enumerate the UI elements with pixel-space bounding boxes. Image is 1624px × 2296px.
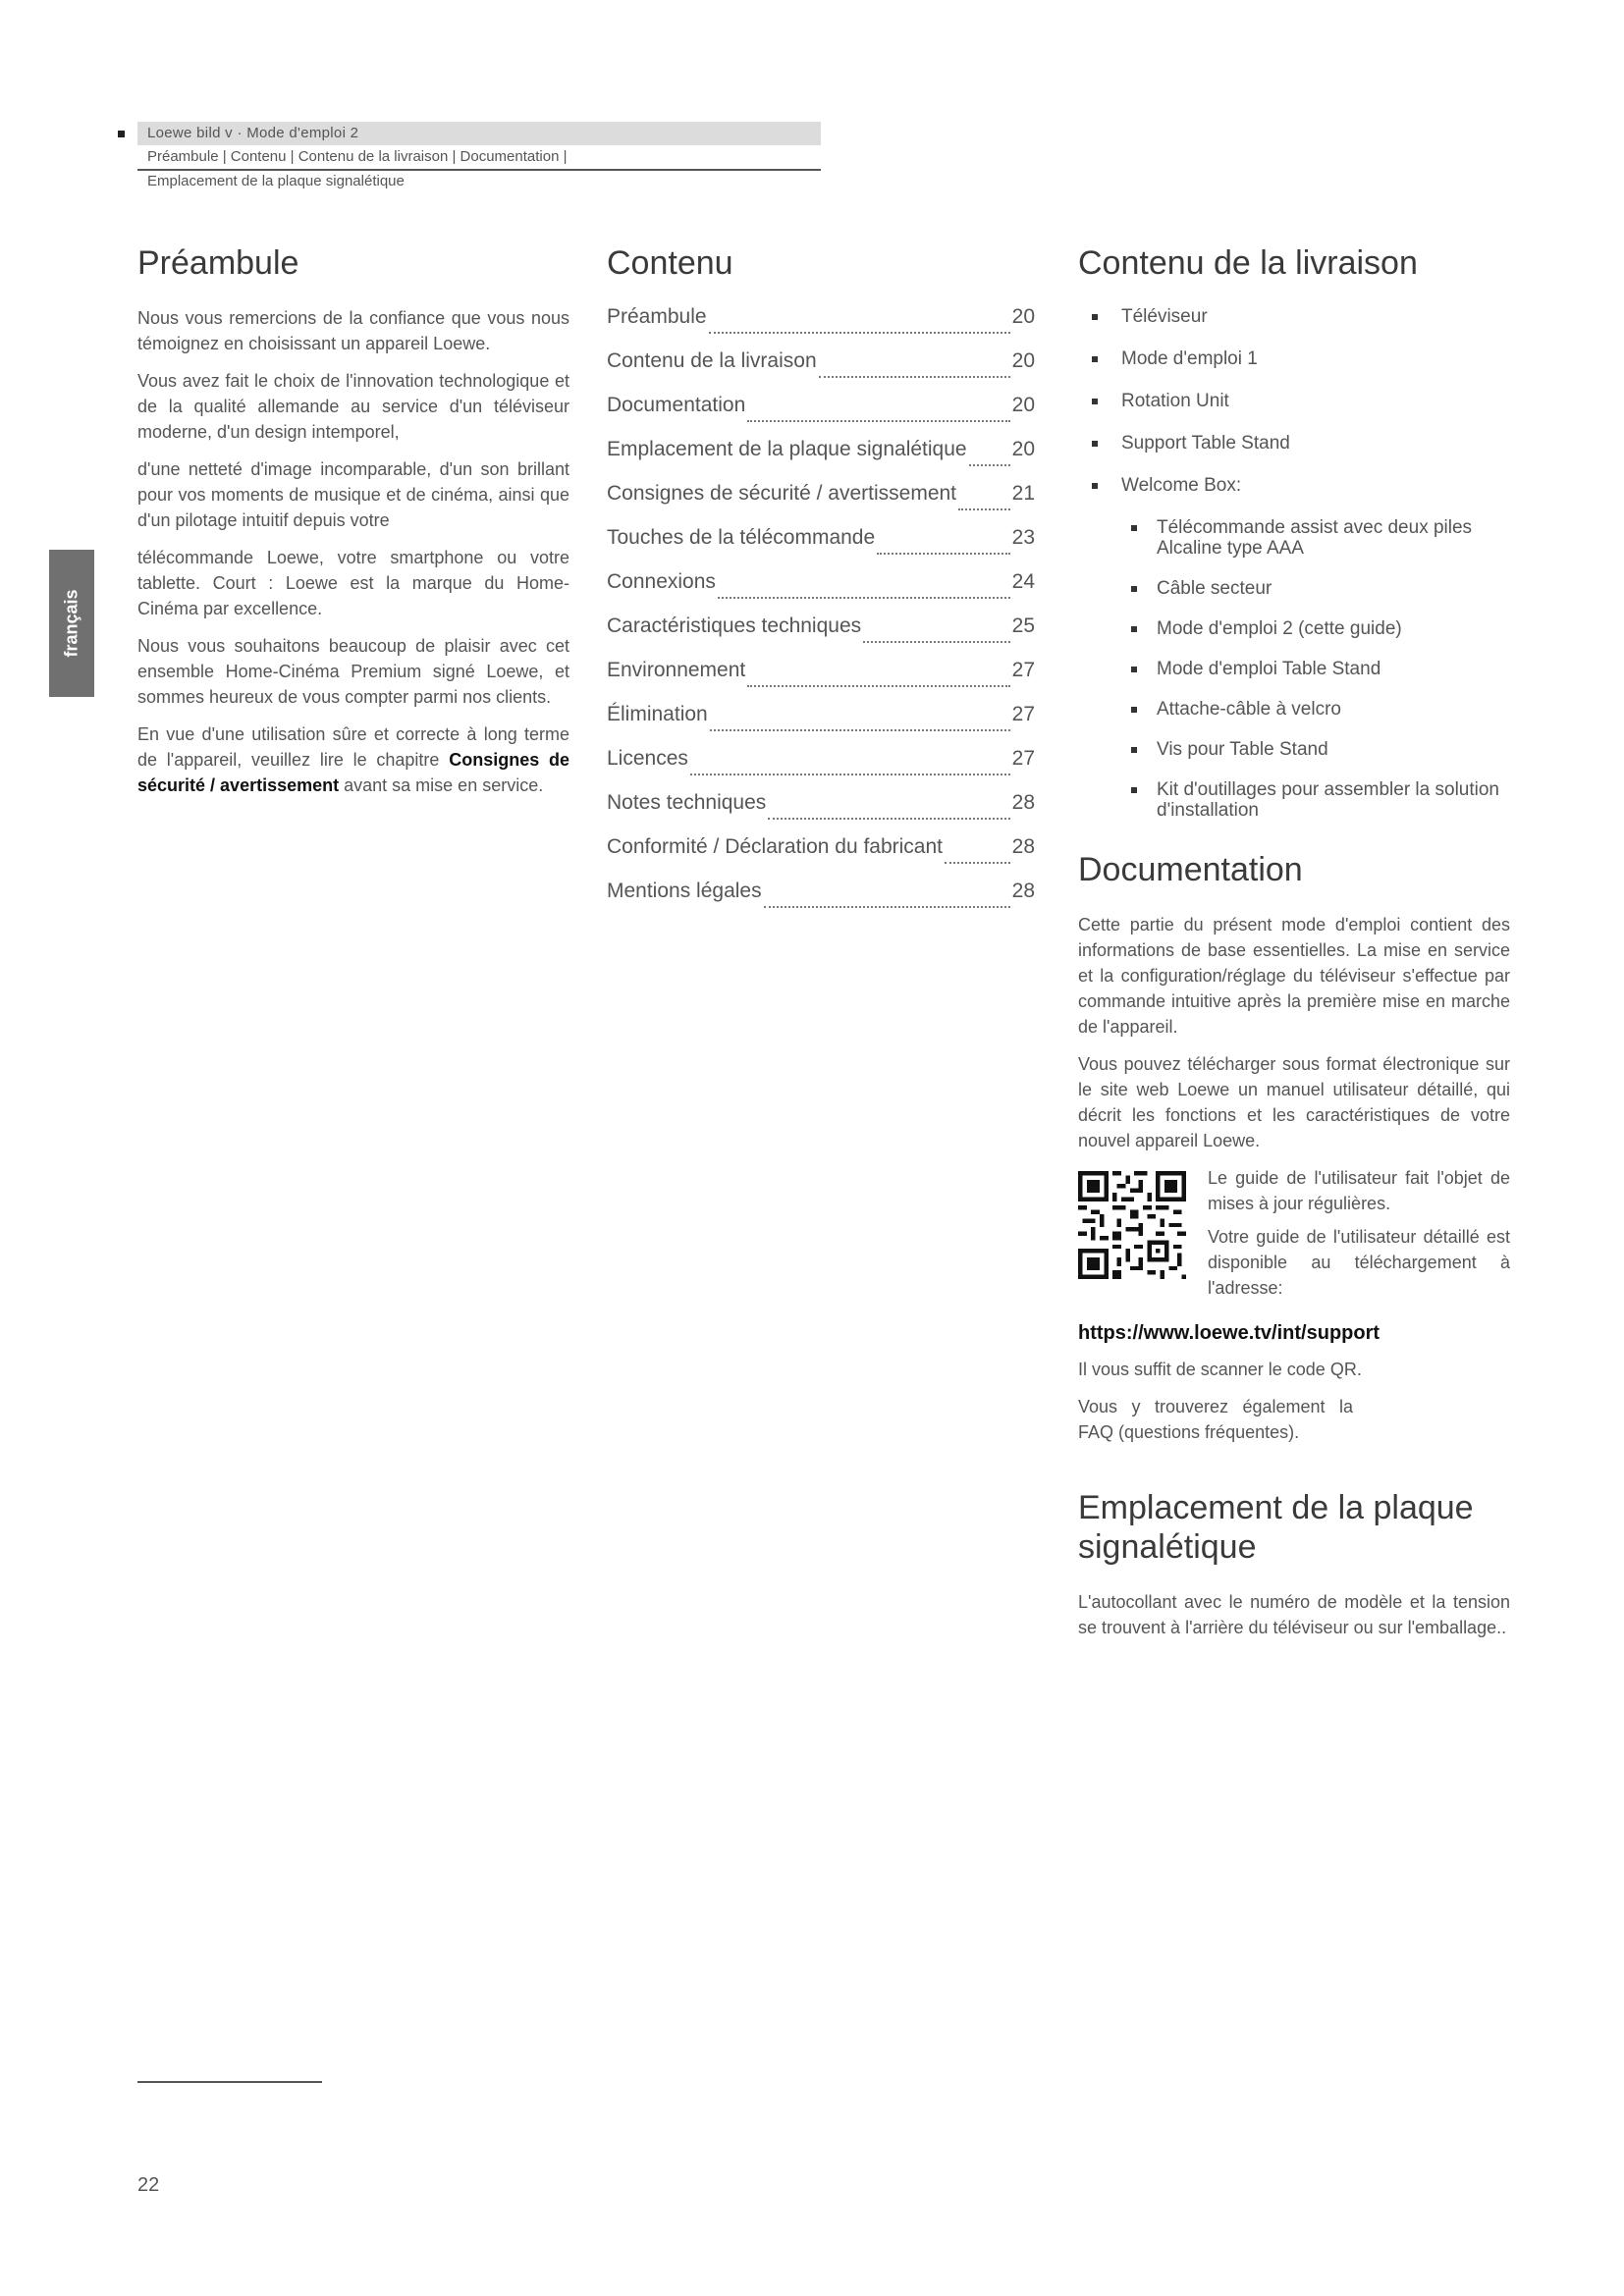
toc-label: Consignes de sécurité / avertissement — [607, 481, 957, 505]
toc-entry[interactable] — [607, 570, 1035, 614]
toc-entry[interactable] — [607, 835, 1035, 880]
preamble-paragraph — [137, 721, 569, 798]
delivery-list — [1078, 305, 1510, 821]
toc-page: 27 — [1011, 746, 1035, 770]
toc-leader — [718, 596, 1010, 599]
delivery-item: Mode d'emploi 1 — [1078, 347, 1510, 371]
toc-label: Licences — [607, 746, 688, 770]
right-column — [1078, 243, 1510, 1652]
preamble-text: avant sa mise en service. — [339, 774, 544, 795]
toc-leader — [690, 773, 1010, 775]
toc-entry[interactable] — [607, 438, 1035, 482]
toc-leader — [819, 375, 1010, 378]
toc-label: Emplacement de la plaque signalétique — [607, 437, 967, 460]
toc-page: 25 — [1011, 614, 1035, 637]
toc-leader — [958, 507, 1010, 510]
toc-leader — [710, 728, 1010, 731]
toc-leader — [747, 419, 1009, 422]
toc-page: 20 — [1011, 348, 1035, 372]
toc-leader — [764, 905, 1010, 908]
documentation-paragraph: Vous y trouverez également la FAQ (questions fréquentes). — [1078, 1396, 1353, 1442]
documentation-paragraph: Vous pouvez télécharger sous format électronique sur le site web Loewe un manuel utilisateur détaillé, qui décrit les fonctions et les caractéristiques de votre nouvel appareil Loewe. — [1078, 1053, 1510, 1150]
delivery-heading: Contenu de la livraison — [1078, 244, 1418, 282]
toc-entry[interactable] — [607, 614, 1035, 659]
delivery-item: Rotation Unit — [1078, 390, 1510, 413]
toc-entry[interactable] — [607, 703, 1035, 747]
qr-block — [1078, 1165, 1510, 1308]
preamble-paragraph: télécommande Loewe, votre smartphone ou votre tablette. Court : Loewe est la marque du Home-Cinéma par excellence. — [137, 547, 569, 618]
toc-leader — [877, 552, 1009, 555]
welcome-box-item: Mode d'emploi Table Stand — [1121, 659, 1510, 679]
toc-leader — [709, 331, 1010, 334]
breadcrumb: Préambule | Contenu | Contenu de la livraison | Documentation | — [147, 148, 568, 165]
header-title: Loewe bild v · Mode d'emploi 2 — [147, 125, 359, 141]
toc-leader — [945, 861, 1010, 864]
contents-section — [607, 243, 1035, 924]
toc-leader — [768, 817, 1009, 820]
toc-label: Élimination — [607, 702, 708, 725]
welcome-box-item: Câble secteur — [1121, 578, 1510, 599]
toc-page: 28 — [1011, 834, 1035, 858]
delivery-item-label: Welcome Box: — [1121, 474, 1242, 496]
preamble-paragraph: Vous avez fait le choix de l'innovation technologique et de la qualité allemande au service d'un téléviseur moderne, d'un design intemporel, — [137, 370, 569, 442]
welcome-box-item: Mode d'emploi 2 (cette guide) — [1121, 618, 1510, 639]
toc-page: 20 — [1011, 304, 1035, 328]
welcome-box-item: Attache-câble à velcro — [1121, 699, 1510, 720]
preamble-paragraph: d'une netteté d'image incomparable, d'un son brillant pour vos moments de musique et de cinéma, ainsi que d'un pilotage intuitif depuis votre — [137, 458, 569, 530]
welcome-box-item: Télécommande assist avec deux piles Alcaline type AAA — [1121, 517, 1510, 559]
toc-label: Documentation — [607, 393, 746, 416]
toc-page: 20 — [1011, 437, 1035, 460]
documentation-heading: Documentation — [1078, 850, 1303, 888]
delivery-item: Support Table Stand — [1078, 432, 1510, 455]
welcome-box-item: Kit d'outillages pour assembler la solution d'installation — [1121, 779, 1510, 821]
language-tab-label: français — [61, 589, 81, 658]
qr-text — [1208, 1165, 1510, 1308]
support-url-link[interactable]: https://www.loewe.tv/int/support — [1078, 1321, 1380, 1344]
nameplate-paragraph: L'autocollant avec le numéro de modèle et la tension se trouvent à l'arrière du téléviseur ou sur l'emballage.. — [1078, 1592, 1510, 1638]
toc-entry[interactable] — [607, 349, 1035, 394]
documentation-paragraph: Il vous suffit de scanner le code QR. — [1078, 1359, 1362, 1379]
toc-page: 24 — [1011, 569, 1035, 593]
toc-label: Touches de la télécommande — [607, 525, 876, 549]
page-number: 22 — [137, 2174, 160, 2196]
table-of-contents — [607, 305, 1035, 924]
toc-entry[interactable] — [607, 659, 1035, 703]
preamble-paragraph: Nous vous souhaitons beaucoup de plaisir avec cet ensemble Home-Cinéma Premium signé Loewe, et sommes heureux de vous compter parmi nos clients. — [137, 635, 569, 707]
header-bullet — [118, 131, 125, 137]
toc-leader — [747, 684, 1009, 687]
welcome-box-item: Vis pour Table Stand — [1121, 739, 1510, 760]
toc-label: Contenu de la livraison — [607, 348, 817, 372]
toc-label: Caractéristiques techniques — [607, 614, 862, 637]
toc-label: Environnement — [607, 658, 746, 681]
preamble-paragraph: Nous vous remercions de la confiance que vous nous témoignez en choisissant un appareil Loewe. — [137, 307, 569, 353]
toc-page: 27 — [1011, 658, 1035, 681]
qr-note: Le guide de l'utilisateur fait l'objet de mises à jour régulières. — [1208, 1167, 1510, 1213]
toc-entry[interactable] — [607, 526, 1035, 570]
toc-entry[interactable] — [607, 305, 1035, 349]
toc-page: 23 — [1011, 525, 1035, 549]
footer-divider — [137, 2081, 322, 2083]
breadcrumb-line-2: Emplacement de la plaque signalétique — [147, 173, 405, 189]
qr-code-icon[interactable] — [1078, 1171, 1186, 1279]
toc-entry[interactable] — [607, 880, 1035, 924]
preamble-heading: Préambule — [137, 244, 299, 282]
toc-entry[interactable] — [607, 791, 1035, 835]
header-divider — [137, 169, 821, 171]
safety-chapter-reference: Consignes de sécurité / avertissement — [137, 749, 569, 795]
toc-label: Mentions légales — [607, 879, 762, 902]
toc-label: Connexions — [607, 569, 716, 593]
preamble-section — [137, 243, 569, 810]
toc-label: Notes techniques — [607, 790, 767, 814]
language-tab — [49, 550, 94, 697]
delivery-item-welcome-box — [1078, 474, 1510, 821]
toc-entry[interactable] — [607, 394, 1035, 438]
preamble-text: En vue d'une utilisation sûre et correcte à long terme de l'appareil, veuillez lire le chapitre — [137, 723, 569, 770]
toc-label: Conformité / Déclaration du fabricant — [607, 834, 943, 858]
qr-note: Votre guide de l'utilisateur détaillé est disponible au téléchargement à l'adresse: — [1208, 1226, 1510, 1298]
toc-page: 21 — [1011, 481, 1035, 505]
delivery-item: Téléviseur — [1078, 305, 1510, 329]
welcome-box-list — [1121, 517, 1510, 821]
toc-leader — [969, 463, 1010, 466]
documentation-paragraph: Cette partie du présent mode d'emploi contient des informations de base essentielles. La mise en service et la configuration/réglage du téléviseur s'effectue par commande intuitive après la première mise en marche de l'appareil. — [1078, 914, 1510, 1037]
toc-page: 28 — [1011, 790, 1035, 814]
toc-label: Préambule — [607, 304, 707, 328]
contents-heading: Contenu — [607, 244, 733, 282]
toc-page: 20 — [1011, 393, 1035, 416]
nameplate-heading: Emplacement de la plaque signalétique — [1078, 1488, 1474, 1567]
toc-entry[interactable] — [607, 482, 1035, 526]
toc-leader — [863, 640, 1010, 643]
toc-page: 28 — [1011, 879, 1035, 902]
toc-entry[interactable] — [607, 747, 1035, 791]
toc-page: 27 — [1011, 702, 1035, 725]
